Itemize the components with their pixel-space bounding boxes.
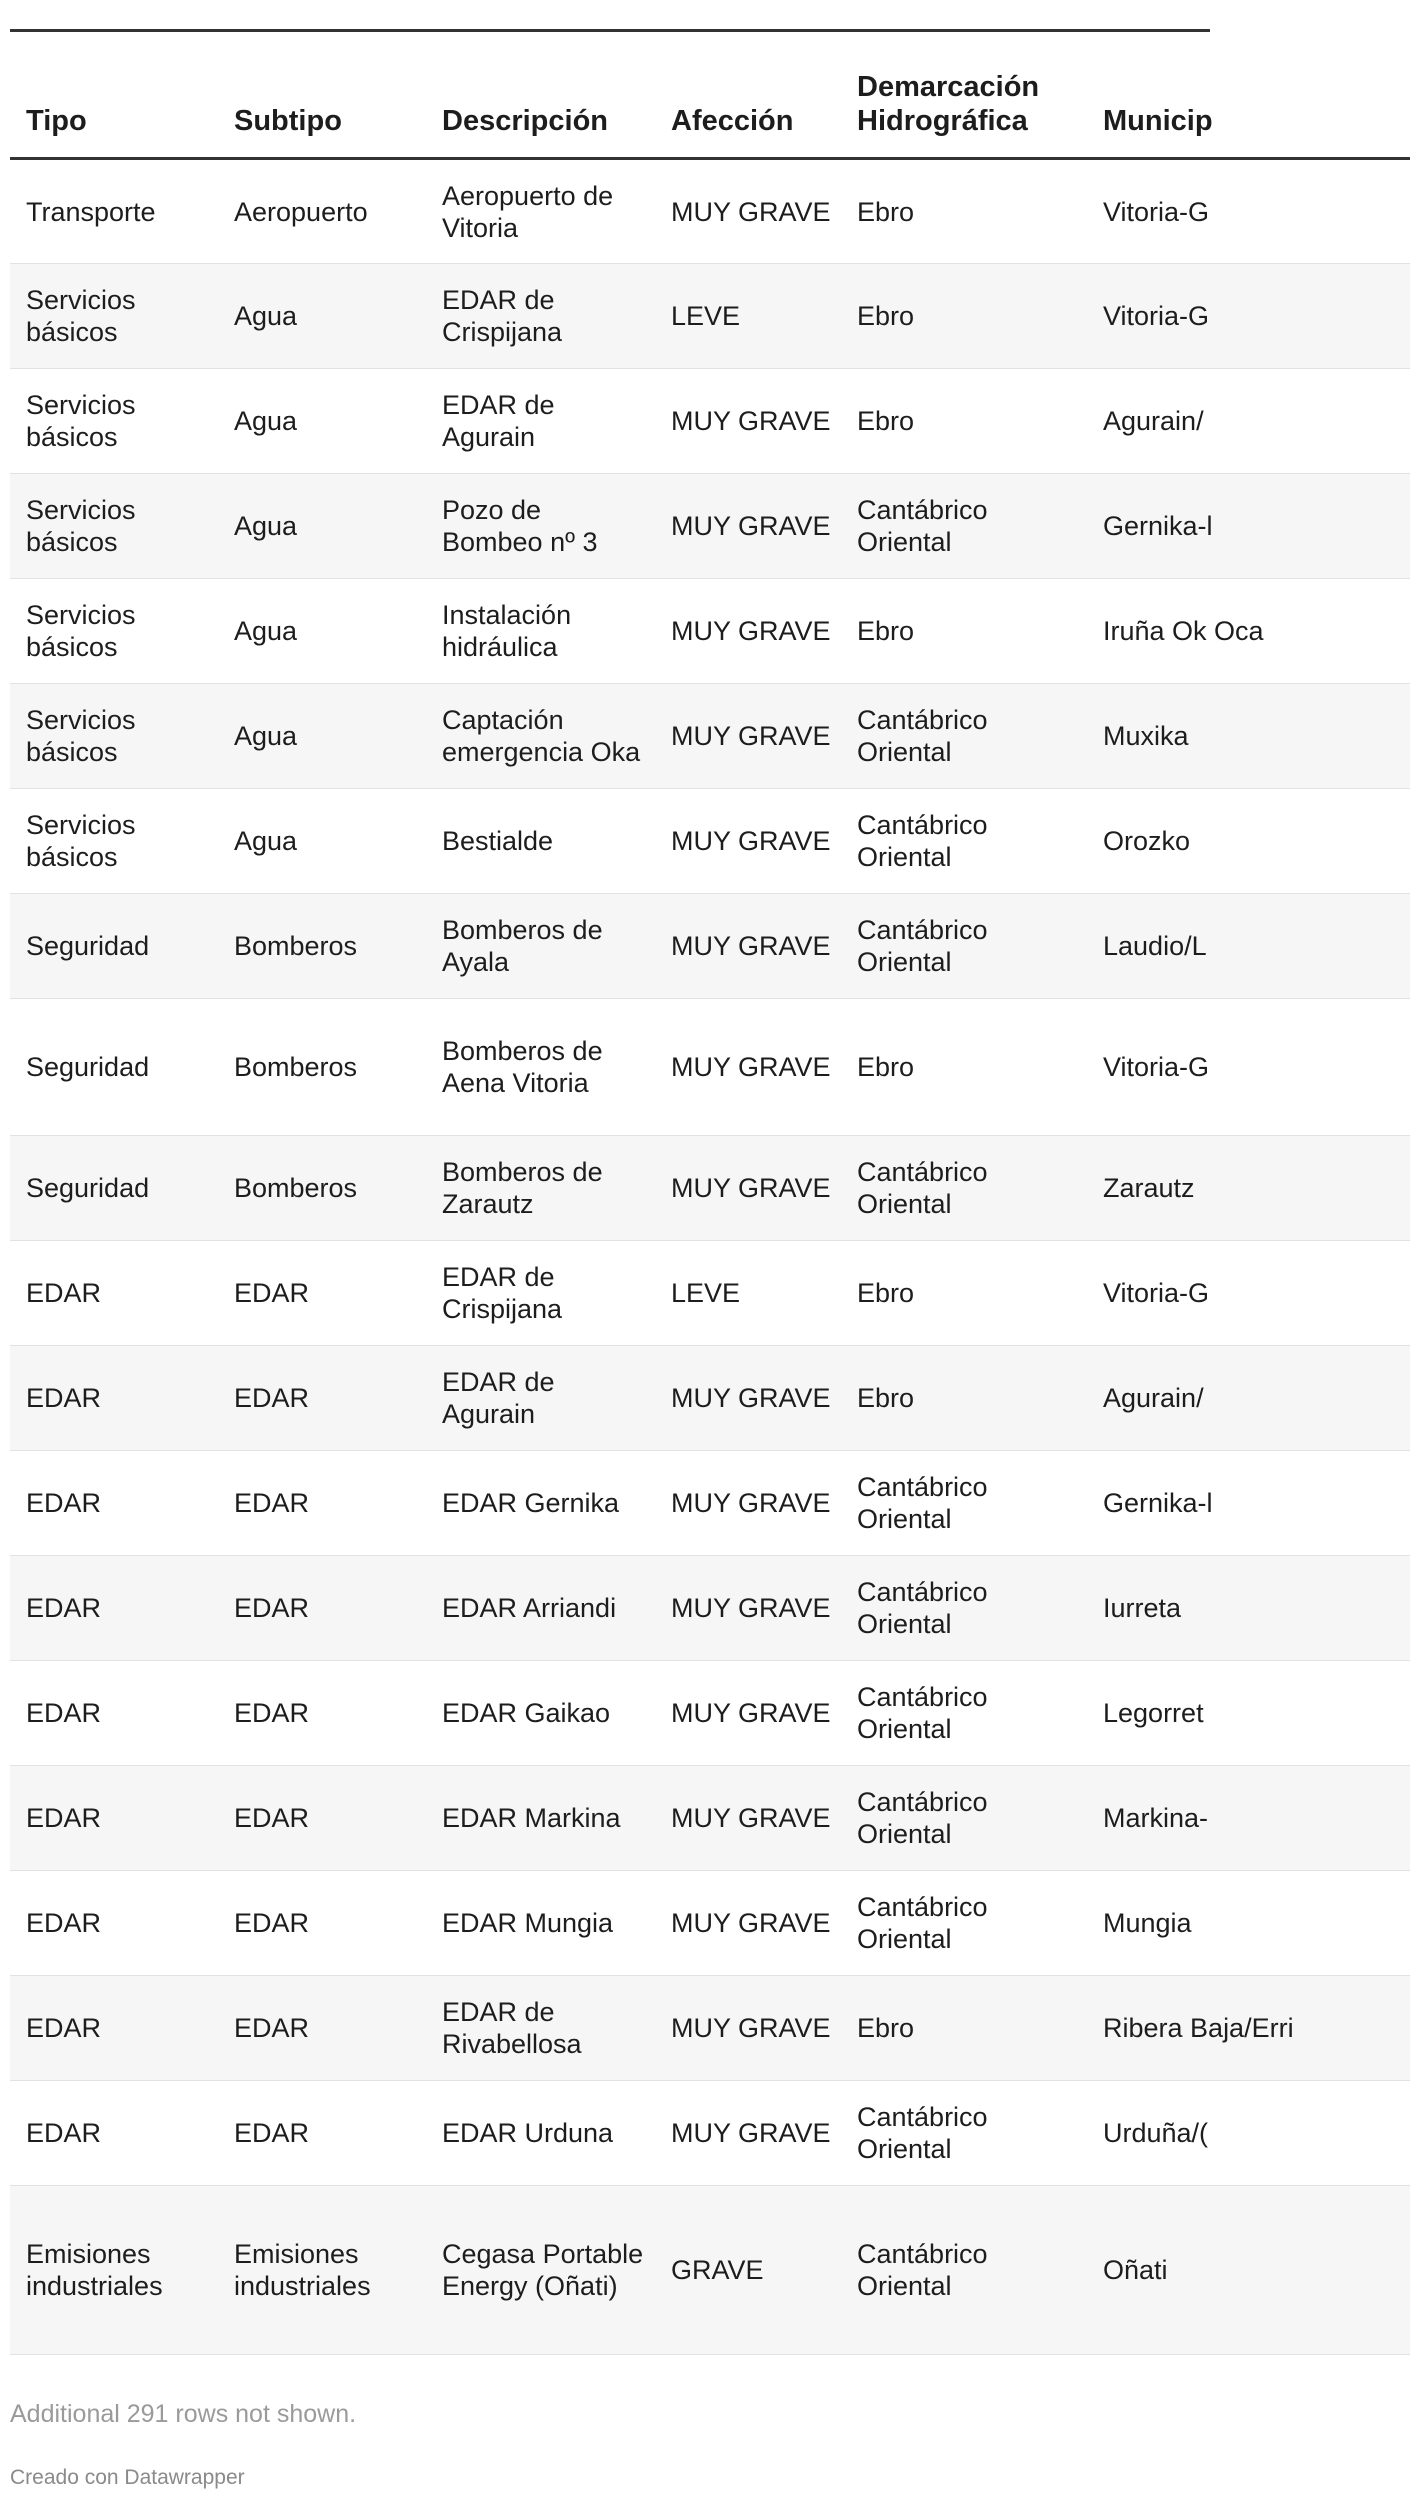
table-row (10, 1346, 1410, 1451)
table-row (10, 1451, 1410, 1556)
cell-afeccion: MUY GRAVE (655, 1661, 841, 1766)
data-table-container (10, 29, 1294, 2355)
header-afeccion[interactable]: Afección (655, 32, 841, 159)
cell-municipio: Ribera Baja/Erri (1087, 1976, 1410, 2081)
cell-descripcion: Bestialde (426, 789, 655, 894)
cell-descripcion: EDAR Urduna (426, 2081, 655, 2186)
cell-subtipo: Agua (218, 369, 426, 474)
table-row (10, 1766, 1410, 1871)
table-row (10, 1661, 1410, 1766)
cell-municipio: Vitoria-G (1087, 999, 1410, 1136)
cell-municipio: Markina- (1087, 1766, 1410, 1871)
cell-municipio: Iruña Ok Oca (1087, 579, 1410, 684)
cell-tipo: EDAR (10, 1346, 218, 1451)
cell-demarcacion: Cantábrico Oriental (841, 2081, 1087, 2186)
data-table (10, 32, 1410, 2355)
cell-subtipo: EDAR (218, 1661, 426, 1766)
cell-descripcion: EDAR de Agurain (426, 1346, 655, 1451)
header-municipio[interactable]: Municip (1087, 32, 1410, 159)
cell-municipio: Vitoria-G (1087, 1241, 1410, 1346)
header-subtipo[interactable]: Subtipo (218, 32, 426, 159)
cell-subtipo: EDAR (218, 2081, 426, 2186)
cell-descripcion: Aeropuerto de Vitoria (426, 159, 655, 264)
cell-subtipo: Agua (218, 684, 426, 789)
cell-tipo: Emisiones industriales (10, 2186, 218, 2355)
cell-afeccion: MUY GRAVE (655, 474, 841, 579)
cell-tipo: EDAR (10, 1976, 218, 2081)
header-row (10, 32, 1410, 159)
cell-descripcion: EDAR Gaikao (426, 1661, 655, 1766)
cell-subtipo: EDAR (218, 1346, 426, 1451)
cell-afeccion: LEVE (655, 264, 841, 369)
cell-afeccion: LEVE (655, 1241, 841, 1346)
cell-municipio: Gernika-l (1087, 474, 1410, 579)
table-row (10, 1241, 1410, 1346)
cell-demarcacion: Cantábrico Oriental (841, 1451, 1087, 1556)
cell-descripcion: EDAR de Crispijana (426, 264, 655, 369)
cell-subtipo: EDAR (218, 1976, 426, 2081)
table-row (10, 684, 1410, 789)
cell-subtipo: Agua (218, 579, 426, 684)
cell-tipo: Servicios básicos (10, 579, 218, 684)
cell-descripcion: EDAR Arriandi (426, 1556, 655, 1661)
cell-afeccion: MUY GRAVE (655, 1346, 841, 1451)
cell-demarcacion: Cantábrico Oriental (841, 2186, 1087, 2355)
cell-tipo: Servicios básicos (10, 684, 218, 789)
header-tipo[interactable]: Tipo (10, 32, 218, 159)
cell-demarcacion: Cantábrico Oriental (841, 1766, 1087, 1871)
cell-descripcion: EDAR Mungia (426, 1871, 655, 1976)
table-row (10, 369, 1410, 474)
cell-afeccion: MUY GRAVE (655, 2081, 841, 2186)
cell-demarcacion: Ebro (841, 159, 1087, 264)
table-row (10, 159, 1410, 264)
cell-municipio: Vitoria-G (1087, 159, 1410, 264)
cell-descripcion: Cegasa Portable Energy (Oñati) (426, 2186, 655, 2355)
cell-afeccion: MUY GRAVE (655, 1556, 841, 1661)
table-row (10, 2186, 1410, 2355)
cell-afeccion: MUY GRAVE (655, 684, 841, 789)
cell-afeccion: MUY GRAVE (655, 1976, 841, 2081)
cell-demarcacion: Ebro (841, 579, 1087, 684)
cell-demarcacion: Cantábrico Oriental (841, 1871, 1087, 1976)
cell-demarcacion: Ebro (841, 1346, 1087, 1451)
cell-municipio: Mungia (1087, 1871, 1410, 1976)
cell-descripcion: Instalación hidráulica (426, 579, 655, 684)
cell-subtipo: Emisiones industriales (218, 2186, 426, 2355)
cell-municipio: Urduña/( (1087, 2081, 1410, 2186)
cell-municipio: Muxika (1087, 684, 1410, 789)
cell-demarcacion: Cantábrico Oriental (841, 1661, 1087, 1766)
cell-demarcacion: Cantábrico Oriental (841, 789, 1087, 894)
cell-afeccion: MUY GRAVE (655, 1451, 841, 1556)
cell-descripcion: Bomberos de Aena Vitoria (426, 999, 655, 1136)
cell-demarcacion: Ebro (841, 1976, 1087, 2081)
cell-municipio: Legorret (1087, 1661, 1410, 1766)
cell-subtipo: EDAR (218, 1871, 426, 1976)
cell-tipo: EDAR (10, 1661, 218, 1766)
cell-afeccion: MUY GRAVE (655, 1766, 841, 1871)
cell-descripcion: EDAR de Crispijana (426, 1241, 655, 1346)
cell-subtipo: Agua (218, 474, 426, 579)
cell-tipo: Seguridad (10, 1136, 218, 1241)
cell-subtipo: Bomberos (218, 1136, 426, 1241)
cell-descripcion: Bomberos de Ayala (426, 894, 655, 999)
cell-tipo: EDAR (10, 1241, 218, 1346)
cell-municipio: Zarautz (1087, 1136, 1410, 1241)
cell-demarcacion: Cantábrico Oriental (841, 894, 1087, 999)
cell-tipo: Servicios básicos (10, 789, 218, 894)
cell-tipo: EDAR (10, 1556, 218, 1661)
cell-tipo: EDAR (10, 1871, 218, 1976)
table-row (10, 894, 1410, 999)
cell-tipo: EDAR (10, 2081, 218, 2186)
cell-descripcion: EDAR de Agurain (426, 369, 655, 474)
cell-demarcacion: Cantábrico Oriental (841, 1136, 1087, 1241)
table-notes: Additional 291 rows not shown. (10, 2400, 357, 2428)
cell-subtipo: EDAR (218, 1766, 426, 1871)
cell-descripcion: Pozo de Bombeo nº 3 (426, 474, 655, 579)
cell-subtipo: EDAR (218, 1556, 426, 1661)
cell-tipo: Seguridad (10, 999, 218, 1136)
cell-afeccion: MUY GRAVE (655, 159, 841, 264)
table-row (10, 789, 1410, 894)
cell-afeccion: MUY GRAVE (655, 789, 841, 894)
cell-tipo: EDAR (10, 1451, 218, 1556)
cell-demarcacion: Ebro (841, 264, 1087, 369)
header-demarcacion[interactable]: Demarcación Hidrográfica (841, 32, 1087, 159)
cell-descripcion: EDAR de Rivabellosa (426, 1976, 655, 2081)
cell-subtipo: Bomberos (218, 894, 426, 999)
table-row (10, 1871, 1410, 1976)
cell-demarcacion: Ebro (841, 369, 1087, 474)
cell-municipio: Oñati (1087, 2186, 1410, 2355)
cell-tipo: Servicios básicos (10, 264, 218, 369)
cell-demarcacion: Ebro (841, 999, 1087, 1136)
table-row (10, 999, 1410, 1136)
table-header (10, 32, 1410, 159)
cell-afeccion: MUY GRAVE (655, 1871, 841, 1976)
cell-afeccion: MUY GRAVE (655, 579, 841, 684)
cell-tipo: Transporte (10, 159, 218, 264)
cell-descripcion: Bomberos de Zarautz (426, 1136, 655, 1241)
table-row (10, 579, 1410, 684)
cell-subtipo: EDAR (218, 1241, 426, 1346)
header-descripcion[interactable]: Descripción (426, 32, 655, 159)
cell-afeccion: MUY GRAVE (655, 369, 841, 474)
cell-descripcion: Captación emergencia Oka (426, 684, 655, 789)
cell-descripcion: EDAR Gernika (426, 1451, 655, 1556)
cell-municipio: Agurain/ (1087, 369, 1410, 474)
cell-afeccion: MUY GRAVE (655, 1136, 841, 1241)
cell-descripcion: EDAR Markina (426, 1766, 655, 1871)
cell-subtipo: Agua (218, 264, 426, 369)
cell-tipo: Seguridad (10, 894, 218, 999)
table-body (10, 159, 1410, 2355)
cell-demarcacion: Cantábrico Oriental (841, 474, 1087, 579)
table-row (10, 2081, 1410, 2186)
cell-municipio: Gernika-l (1087, 1451, 1410, 1556)
cell-demarcacion: Ebro (841, 1241, 1087, 1346)
cell-municipio: Agurain/ (1087, 1346, 1410, 1451)
cell-municipio: Iurreta (1087, 1556, 1410, 1661)
table-row (10, 1976, 1410, 2081)
cell-municipio: Orozko (1087, 789, 1410, 894)
cell-demarcacion: Cantábrico Oriental (841, 1556, 1087, 1661)
cell-afeccion: MUY GRAVE (655, 894, 841, 999)
cell-afeccion: MUY GRAVE (655, 999, 841, 1136)
table-row (10, 474, 1410, 579)
cell-tipo: Servicios básicos (10, 474, 218, 579)
cell-subtipo: Bomberos (218, 999, 426, 1136)
cell-subtipo: Agua (218, 789, 426, 894)
cell-tipo: Servicios básicos (10, 369, 218, 474)
cell-tipo: EDAR (10, 1766, 218, 1871)
cell-municipio: Vitoria-G (1087, 264, 1410, 369)
cell-demarcacion: Cantábrico Oriental (841, 684, 1087, 789)
table-row (10, 1136, 1410, 1241)
cell-municipio: Laudio/L (1087, 894, 1410, 999)
table-row (10, 1556, 1410, 1661)
credit-link[interactable]: Creado con Datawrapper (10, 2466, 245, 2489)
cell-afeccion: GRAVE (655, 2186, 841, 2355)
table-row (10, 264, 1410, 369)
cell-subtipo: EDAR (218, 1451, 426, 1556)
cell-subtipo: Aeropuerto (218, 159, 426, 264)
